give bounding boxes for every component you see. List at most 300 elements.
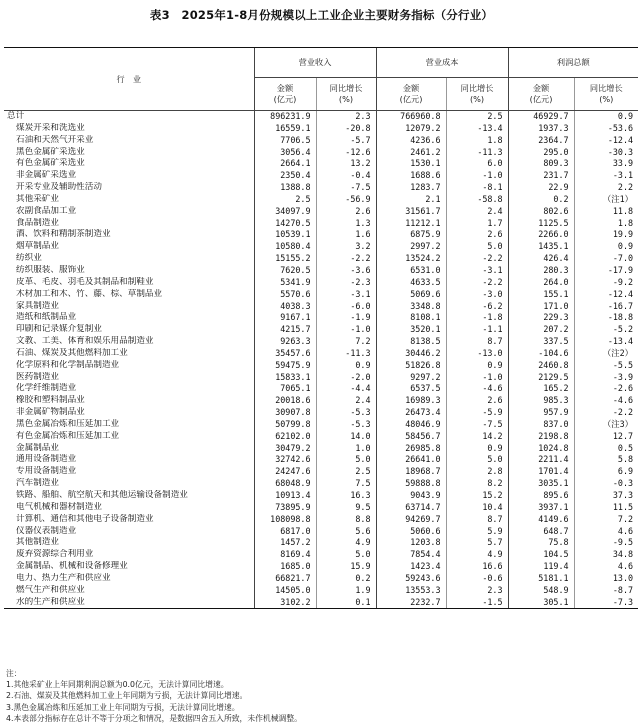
industry-name-cell: 印刷和记录媒介复制业: [16, 324, 102, 335]
industry-name-cell: 铁路、船舶、航空航天和其他运输设备制造业: [16, 490, 188, 500]
cost-growth-cell: 5.0: [446, 454, 508, 466]
profit-growth-cell: 13.0: [574, 573, 638, 585]
cost-growth-cell: -6.2: [446, 301, 508, 313]
profit-amount-cell: 155.1: [508, 289, 574, 301]
revenue-growth-cell: -4.4: [316, 383, 376, 395]
revenue-amount-cell: 3056.4: [254, 147, 316, 159]
cost-growth-cell: -5.9: [446, 407, 508, 419]
revenue-amount-cell: 50799.8: [254, 419, 316, 431]
table-row: [4, 182, 638, 194]
table-row: [4, 466, 638, 478]
revenue-growth-cell: -11.3: [316, 348, 376, 360]
profit-growth-cell: 37.3: [574, 490, 638, 502]
profit-growth-cell: -9.2: [574, 277, 638, 289]
industry-name-cell: 造纸和纸制品业: [16, 312, 77, 323]
profit-growth-cell: -12.4: [574, 289, 638, 301]
footnote-heading: 注：: [6, 669, 22, 678]
cost-growth-cell: -1.5: [446, 597, 508, 609]
profit-growth-cell: 5.8: [574, 454, 638, 466]
revenue-growth-cell: 15.9: [316, 561, 376, 573]
revenue-amount-cell: 6817.0: [254, 526, 316, 538]
industry-name-cell: 石油、煤炭及其他燃料加工业: [16, 347, 128, 358]
revenue-growth-cell: -2.3: [316, 277, 376, 289]
table-row: [4, 561, 638, 573]
table-row: [4, 383, 638, 395]
industry-name-cell: 电力、热力生产和供应业: [16, 572, 111, 583]
table-row: [4, 454, 638, 466]
profit-amount-cell: 104.5: [508, 549, 574, 561]
table-row: [4, 597, 638, 609]
cost-amount-cell: 2.1: [376, 194, 446, 206]
profit-amount-cell: 2129.5: [508, 372, 574, 384]
cost-amount-cell: 59243.6: [376, 573, 446, 585]
revenue-amount-cell: 10580.4: [254, 241, 316, 253]
revenue-amount-cell: 7706.5: [254, 135, 316, 147]
cost-amount-cell: 2997.2: [376, 241, 446, 253]
revenue-amount-cell: 20018.6: [254, 395, 316, 407]
profit-growth-cell: -2.6: [574, 383, 638, 395]
cost-growth-cell: -2.2: [446, 277, 508, 289]
table-title: 表3 2025年1-8月份规模以上工业企业主要财务指标（分行业）: [149, 8, 494, 22]
profit-amount-cell: 2266.0: [508, 229, 574, 241]
profit-growth-cell: -3.1: [574, 170, 638, 182]
profit-amount-cell: 802.6: [508, 206, 574, 218]
profit-growth-cell: -0.3: [574, 478, 638, 490]
profit-growth-cell: -17.9: [574, 265, 638, 277]
cost-amount-cell: 3520.1: [376, 324, 446, 336]
industry-name-cell: 煤炭开采和洗选业: [16, 122, 85, 133]
cost-growth-cell: 5.0: [446, 241, 508, 253]
profit-amount-cell: 957.9: [508, 407, 574, 419]
cost-amount-cell: 26641.0: [376, 454, 446, 466]
revenue-growth-cell: 7.5: [316, 478, 376, 490]
profit-growth-cell: 19.9: [574, 229, 638, 241]
profit-growth-cell: 2.2: [574, 182, 638, 194]
cost-amount-cell: 12079.2: [376, 123, 446, 135]
industry-name-cell: 木材加工和木、竹、藤、棕、草制品业: [16, 288, 163, 299]
cost-growth-cell: -3.0: [446, 289, 508, 301]
revenue-amount-cell: 30479.2: [254, 443, 316, 455]
profit-growth-cell: -53.6: [574, 123, 638, 135]
revenue-growth-cell: -5.3: [316, 419, 376, 431]
revenue-amount-cell: 3102.2: [254, 597, 316, 609]
revenue-amount-cell: 30907.8: [254, 407, 316, 419]
industry-name-cell: 仪器仪表制造业: [16, 525, 77, 536]
cost-growth-cell: 8.2: [446, 478, 508, 490]
profit-growth-cell: 4.6: [574, 561, 638, 573]
cost-amount-cell: 5060.6: [376, 526, 446, 538]
table-row: [4, 123, 638, 135]
cost-amount-cell: 1283.7: [376, 182, 446, 194]
industry-name-cell: 家具制造业: [16, 300, 59, 311]
table-row: [4, 502, 638, 514]
industry-name-cell: 汽车制造业: [16, 478, 59, 489]
cost-amount-cell: 3348.8: [376, 301, 446, 313]
table-row: [4, 289, 638, 301]
cost-growth-cell: 2.3: [446, 585, 508, 597]
revenue-growth-cell: -3.6: [316, 265, 376, 277]
profit-growth-cell: 0.5: [574, 443, 638, 455]
profit-growth-cell: 7.2: [574, 514, 638, 526]
cost-amount-cell: 5069.6: [376, 289, 446, 301]
cost-growth-cell: -1.0: [446, 170, 508, 182]
table-body: [4, 111, 638, 609]
profit-growth-header: 同比增长 (%): [574, 78, 638, 111]
cost-growth-cell: -0.6: [446, 573, 508, 585]
revenue-amount-cell: 9167.1: [254, 312, 316, 324]
profit-amount-cell: 231.7: [508, 170, 574, 182]
revenue-amount-cell: 34097.9: [254, 206, 316, 218]
profit-growth-cell: -16.7: [574, 301, 638, 313]
profit-amount-cell: 0.2: [508, 194, 574, 206]
industry-name-cell: 总计: [7, 111, 25, 121]
revenue-amount-cell: 14270.5: [254, 218, 316, 230]
cost-amount-cell: 7854.4: [376, 549, 446, 561]
cost-growth-cell: -4.6: [446, 383, 508, 395]
table-row: [4, 573, 638, 585]
revenue-amount-cell: 5570.6: [254, 289, 316, 301]
table-row: [4, 360, 638, 372]
cost-amount-cell: 30446.2: [376, 348, 446, 360]
header-row-groups: [4, 48, 638, 78]
profit-growth-cell: （注1）: [574, 194, 638, 206]
revenue-amount-cell: 896231.9: [254, 111, 316, 123]
revenue-amount-cell: 73895.9: [254, 502, 316, 514]
cost-growth-cell: -1.8: [446, 312, 508, 324]
profit-amount-cell: 548.9: [508, 585, 574, 597]
footnote-line: 2.石油、煤炭及其他燃料加工业上年同期为亏损，无法计算同比增速。: [6, 691, 248, 701]
cost-amount-cell: 58456.7: [376, 431, 446, 443]
cost-growth-cell: -58.8: [446, 194, 508, 206]
cost-growth-cell: -2.2: [446, 253, 508, 265]
revenue-amount-cell: 15155.2: [254, 253, 316, 265]
table-row: [4, 490, 638, 502]
table-row: [4, 206, 638, 218]
table-row: [4, 526, 638, 538]
cost-growth-cell: -7.5: [446, 419, 508, 431]
revenue-growth-cell: 2.5: [316, 466, 376, 478]
cost-amount-cell: 59888.8: [376, 478, 446, 490]
revenue-amount-cell: 68048.9: [254, 478, 316, 490]
industry-name-cell: 非金属矿采选业: [16, 170, 77, 181]
table-row: [4, 194, 638, 206]
cost-amount-cell: 11212.1: [376, 218, 446, 230]
cost-growth-cell: 5.7: [446, 537, 508, 549]
profit-amount-cell: -104.6: [508, 348, 574, 360]
cost-amount-cell: 18968.7: [376, 466, 446, 478]
revenue-amount-cell: 7065.1: [254, 383, 316, 395]
profit-growth-cell: -8.7: [574, 585, 638, 597]
industry-name-cell: 通用设备制造业: [16, 454, 77, 465]
revenue-growth-cell: -7.5: [316, 182, 376, 194]
table-row: [4, 301, 638, 313]
industry-name-cell: 有色金属冶炼和压延加工业: [16, 430, 120, 441]
profit-amount-cell: 895.6: [508, 490, 574, 502]
cost-amount-header: 金额 (亿元): [376, 78, 446, 111]
cost-amount-cell: 13553.3: [376, 585, 446, 597]
cost-amount-cell: 9297.2: [376, 372, 446, 384]
industry-name-cell: 食品制造业: [16, 217, 59, 228]
cost-growth-cell: 10.4: [446, 502, 508, 514]
revenue-amount-cell: 32742.6: [254, 454, 316, 466]
table-row: [4, 147, 638, 159]
table-row: [4, 585, 638, 597]
revenue-amount-cell: 1457.2: [254, 537, 316, 549]
profit-growth-cell: -9.5: [574, 537, 638, 549]
profit-amount-cell: 1125.5: [508, 218, 574, 230]
cost-amount-cell: 31561.7: [376, 206, 446, 218]
cost-growth-cell: 8.7: [446, 514, 508, 526]
revenue-growth-cell: -5.3: [316, 407, 376, 419]
profit-growth-cell: （注2）: [574, 348, 638, 360]
cost-amount-cell: 6875.9: [376, 229, 446, 241]
profit-amount-cell: 837.0: [508, 419, 574, 431]
table-row: [4, 395, 638, 407]
profit-growth-cell: 12.7: [574, 431, 638, 443]
table-row: [4, 478, 638, 490]
profit-amount-cell: 119.4: [508, 561, 574, 573]
revenue-growth-cell: -1.9: [316, 312, 376, 324]
revenue-amount-cell: 1388.8: [254, 182, 316, 194]
profit-growth-cell: 1.8: [574, 218, 638, 230]
profit-growth-cell: -7.0: [574, 253, 638, 265]
profit-amount-cell: 1701.4: [508, 466, 574, 478]
revenue-growth-cell: -2.2: [316, 253, 376, 265]
profit-amount-cell: 985.3: [508, 395, 574, 407]
revenue-growth-cell: -6.0: [316, 301, 376, 313]
profit-group-header: 利润总额: [508, 48, 638, 78]
profit-growth-cell: 11.8: [574, 206, 638, 218]
revenue-amount-cell: 108098.8: [254, 514, 316, 526]
cost-growth-header: 同比增长 (%): [446, 78, 508, 111]
profit-amount-cell: 2211.4: [508, 454, 574, 466]
revenue-amount-cell: 4038.3: [254, 301, 316, 313]
revenue-growth-cell: -56.9: [316, 194, 376, 206]
cost-growth-cell: 2.6: [446, 395, 508, 407]
cost-growth-cell: 14.2: [446, 431, 508, 443]
cost-amount-cell: 51826.8: [376, 360, 446, 372]
cost-amount-cell: 1530.1: [376, 158, 446, 170]
cost-amount-cell: 1203.8: [376, 537, 446, 549]
cost-growth-cell: 15.2: [446, 490, 508, 502]
cost-amount-cell: 94269.7: [376, 514, 446, 526]
revenue-amount-cell: 15833.1: [254, 372, 316, 384]
profit-amount-cell: 426.4: [508, 253, 574, 265]
table-row: [4, 537, 638, 549]
profit-amount-cell: 171.0: [508, 301, 574, 313]
cost-amount-cell: 13524.2: [376, 253, 446, 265]
footnote-line: 4.本表部分指标存在总计不等于分项之和情况，是数据四舍五入所致，未作机械调整。: [6, 713, 302, 723]
cost-amount-cell: 48046.9: [376, 419, 446, 431]
profit-growth-cell: 33.9: [574, 158, 638, 170]
cost-growth-cell: 8.7: [446, 336, 508, 348]
revenue-amount-cell: 59475.9: [254, 360, 316, 372]
industry-name-cell: 烟草制品业: [16, 241, 59, 252]
profit-amount-cell: 305.1: [508, 597, 574, 609]
industry-name-cell: 皮革、毛皮、羽毛及其制品和制鞋业: [16, 276, 154, 287]
cost-growth-cell: -13.4: [446, 123, 508, 135]
industry-name-cell: 燃气生产和供应业: [16, 584, 85, 595]
cost-amount-cell: 26473.4: [376, 407, 446, 419]
profit-growth-cell: 34.8: [574, 549, 638, 561]
table-row: [4, 419, 638, 431]
revenue-growth-cell: 2.3: [316, 111, 376, 123]
industry-name-cell: 橡胶和塑料制品业: [16, 395, 85, 406]
profit-amount-cell: 1435.1: [508, 241, 574, 253]
table-row: [4, 514, 638, 526]
profit-growth-cell: 11.5: [574, 502, 638, 514]
cost-amount-cell: 4236.6: [376, 135, 446, 147]
profit-growth-cell: 6.9: [574, 466, 638, 478]
revenue-growth-cell: -2.0: [316, 372, 376, 384]
table-row: [4, 431, 638, 443]
cost-amount-cell: 766960.8: [376, 111, 446, 123]
cost-growth-cell: -8.1: [446, 182, 508, 194]
revenue-growth-cell: 16.3: [316, 490, 376, 502]
profit-amount-cell: 3937.1: [508, 502, 574, 514]
industry-name-cell: 石油和天然气开采业: [16, 134, 94, 145]
revenue-amount-cell: 5341.9: [254, 277, 316, 289]
table-row: [4, 218, 638, 230]
profit-growth-cell: -4.6: [574, 395, 638, 407]
revenue-growth-cell: -0.4: [316, 170, 376, 182]
cost-growth-cell: -3.1: [446, 265, 508, 277]
table-row: [4, 549, 638, 561]
cost-growth-cell: 2.5: [446, 111, 508, 123]
profit-growth-cell: （注3）: [574, 419, 638, 431]
cost-growth-cell: -1.0: [446, 372, 508, 384]
revenue-growth-cell: -20.8: [316, 123, 376, 135]
revenue-growth-cell: -12.6: [316, 147, 376, 159]
cost-growth-cell: 6.0: [446, 158, 508, 170]
cost-growth-cell: 2.8: [446, 466, 508, 478]
profit-growth-cell: -12.4: [574, 135, 638, 147]
profit-growth-cell: -18.8: [574, 312, 638, 324]
profit-amount-cell: 46929.7: [508, 111, 574, 123]
profit-growth-cell: -3.9: [574, 372, 638, 384]
profit-amount-cell: 75.8: [508, 537, 574, 549]
revenue-amount-cell: 35457.6: [254, 348, 316, 360]
revenue-amount-header: 金额 (亿元): [254, 78, 316, 111]
revenue-amount-cell: 14505.0: [254, 585, 316, 597]
profit-amount-cell: 1937.3: [508, 123, 574, 135]
revenue-growth-cell: 13.2: [316, 158, 376, 170]
profit-amount-cell: 3035.1: [508, 478, 574, 490]
revenue-growth-cell: 1.3: [316, 218, 376, 230]
profit-growth-cell: -13.4: [574, 336, 638, 348]
profit-growth-cell: -7.3: [574, 597, 638, 609]
revenue-amount-cell: 66821.7: [254, 573, 316, 585]
table-row: [4, 170, 638, 182]
revenue-growth-cell: 2.4: [316, 395, 376, 407]
cost-amount-cell: 2461.2: [376, 147, 446, 159]
footnotes: [6, 668, 638, 724]
revenue-growth-cell: 3.2: [316, 241, 376, 253]
revenue-growth-cell: 2.6: [316, 206, 376, 218]
profit-amount-cell: 337.5: [508, 336, 574, 348]
industry-name-cell: 金属制品业: [16, 442, 59, 453]
industry-name-cell: 酒、饮料和精制茶制造业: [16, 229, 111, 240]
industry-name-cell: 化学纤维制造业: [16, 383, 77, 394]
profit-amount-cell: 22.9: [508, 182, 574, 194]
table-row: [4, 312, 638, 324]
cost-growth-cell: 16.6: [446, 561, 508, 573]
profit-amount-cell: 4149.6: [508, 514, 574, 526]
footnote-line: 1.其他采矿业上年同期利润总额为0.0亿元，无法计算同比增速。: [6, 680, 229, 690]
profit-amount-cell: 1024.8: [508, 443, 574, 455]
profit-amount-cell: 264.0: [508, 277, 574, 289]
cost-amount-cell: 63714.7: [376, 502, 446, 514]
cost-amount-cell: 16989.3: [376, 395, 446, 407]
industry-name-cell: 化学原料和化学制品制造业: [16, 359, 120, 370]
profit-growth-cell: 0.9: [574, 111, 638, 123]
cost-group-header: 营业成本: [376, 48, 508, 78]
cost-growth-cell: 4.9: [446, 549, 508, 561]
table-row: [4, 277, 638, 289]
profit-amount-header: 金额 (亿元): [508, 78, 574, 111]
table-row: [4, 229, 638, 241]
cost-growth-cell: 0.9: [446, 360, 508, 372]
industry-name-cell: 电气机械和器材制造业: [16, 501, 102, 512]
revenue-growth-cell: 14.0: [316, 431, 376, 443]
table-row: [4, 158, 638, 170]
cost-amount-cell: 2232.7: [376, 597, 446, 609]
industry-name-cell: 文教、工美、体育和娱乐用品制造业: [16, 336, 154, 347]
revenue-amount-cell: 1685.0: [254, 561, 316, 573]
revenue-amount-cell: 10913.4: [254, 490, 316, 502]
table-row: [4, 324, 638, 336]
cost-growth-cell: -1.1: [446, 324, 508, 336]
industry-name-cell: 纺织业: [16, 253, 42, 264]
profit-amount-cell: 2460.8: [508, 360, 574, 372]
profit-amount-cell: 648.7: [508, 526, 574, 538]
cost-growth-cell: 5.9: [446, 526, 508, 538]
revenue-growth-cell: 8.8: [316, 514, 376, 526]
footnote-line: 3.黑色金属冶炼和压延加工业上年同期为亏损，无法计算同比增速。: [6, 702, 240, 712]
cost-growth-cell: -13.0: [446, 348, 508, 360]
table-row: [4, 336, 638, 348]
financial-indicators-table: [4, 47, 638, 609]
profit-growth-cell: -5.5: [574, 360, 638, 372]
revenue-growth-cell: 0.9: [316, 360, 376, 372]
revenue-growth-cell: 5.0: [316, 454, 376, 466]
industry-name-cell: 其他采矿业: [16, 193, 59, 204]
revenue-growth-cell: -5.7: [316, 135, 376, 147]
industry-name-cell: 医药制造业: [16, 371, 59, 382]
table-row: [4, 241, 638, 253]
industry-header: 行 业: [4, 48, 254, 111]
profit-amount-cell: 165.2: [508, 383, 574, 395]
industry-name-cell: 黑色金属矿采选业: [16, 146, 85, 157]
cost-amount-cell: 6537.5: [376, 383, 446, 395]
revenue-amount-cell: 16559.1: [254, 123, 316, 135]
revenue-amount-cell: 2350.4: [254, 170, 316, 182]
cost-growth-cell: 0.9: [446, 443, 508, 455]
revenue-growth-header: 同比增长 (%): [316, 78, 376, 111]
revenue-group-header: 营业收入: [254, 48, 376, 78]
revenue-amount-cell: 9263.3: [254, 336, 316, 348]
revenue-growth-cell: 4.9: [316, 537, 376, 549]
profit-growth-cell: -2.2: [574, 407, 638, 419]
cost-growth-cell: 1.7: [446, 218, 508, 230]
industry-name-cell: 非金属矿物制品业: [16, 407, 85, 418]
revenue-amount-cell: 24247.6: [254, 466, 316, 478]
profit-amount-cell: 280.3: [508, 265, 574, 277]
profit-amount-cell: 229.3: [508, 312, 574, 324]
industry-name-cell: 其他制造业: [16, 537, 59, 548]
revenue-growth-cell: -1.0: [316, 324, 376, 336]
profit-growth-cell: -5.2: [574, 324, 638, 336]
